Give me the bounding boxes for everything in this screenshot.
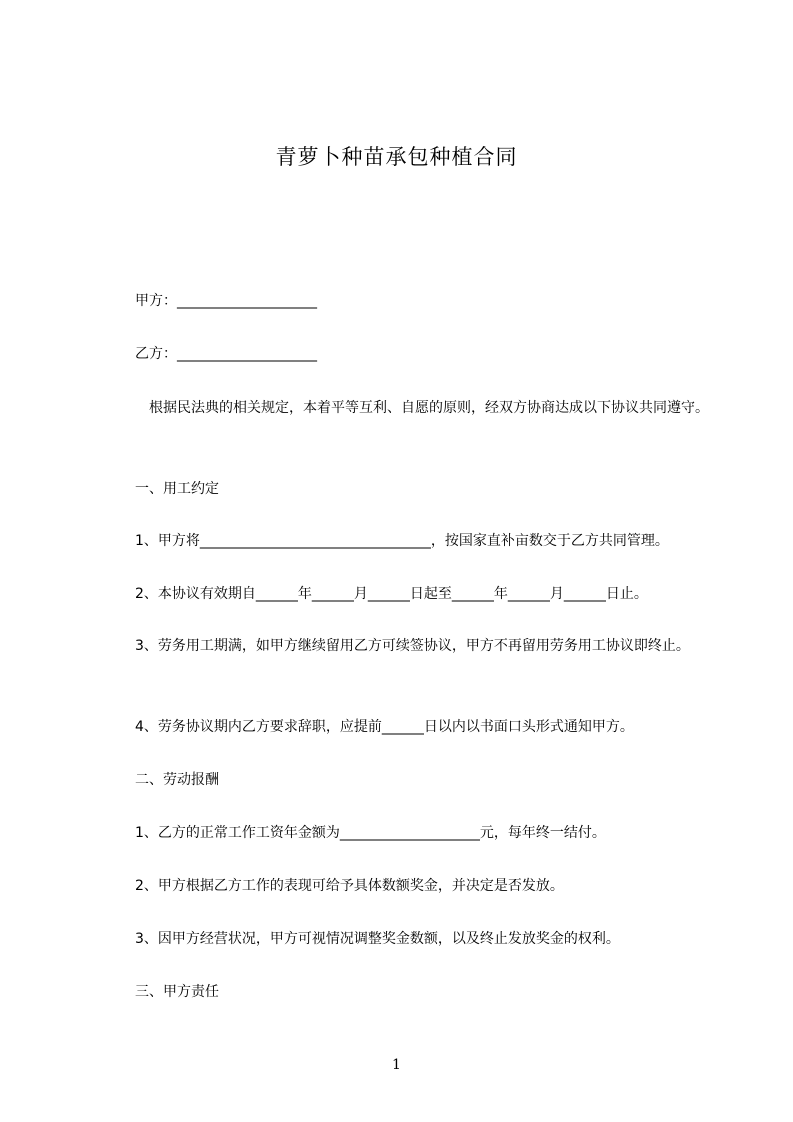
section-heading-1: 一、用工约定 bbox=[135, 481, 219, 497]
section-heading-2: 二、劳动报酬 bbox=[135, 772, 219, 788]
party-a-line: 甲方：____________________ bbox=[135, 293, 317, 309]
section1-item-3: 3、劳务用工期满，如甲方继续留用乙方可续签协议，甲方不再留用劳务用工协议即终止。 bbox=[135, 638, 690, 654]
page-number: 1 bbox=[392, 1057, 401, 1073]
intro-paragraph: 根据民法典的相关规定，本着平等互利、自愿的原则，经双方协商达成以下协议共同遵守。 bbox=[135, 400, 709, 416]
section2-item-3: 3、因甲方经营状况，甲方可视情况调整奖金数额，以及终止发放奖金的权利。 bbox=[135, 931, 620, 947]
section2-item-1: 1、乙方的正常工作工资年金额为____________________元，每年终一结付。 bbox=[135, 825, 606, 841]
section1-item-1: 1、甲方将_________________________________，按国家直补亩数交于乙方共同管理。 bbox=[135, 533, 669, 549]
party-b-line: 乙方：____________________ bbox=[135, 346, 317, 362]
page-title: 青萝卜种苗承包种植合同 bbox=[275, 145, 518, 169]
section2-item-2: 2、甲方根据乙方工作的表现可给予具体数额奖金，并决定是否发放。 bbox=[135, 878, 564, 894]
section-heading-3: 三、甲方责任 bbox=[135, 984, 219, 1000]
section1-item-2: 2、本协议有效期自______年______月______日起至______年______月______日止。 bbox=[135, 586, 648, 602]
section1-item-4: 4、劳务协议期内乙方要求辞职，应提前______日以内以书面口头形式通知甲方。 bbox=[135, 719, 634, 735]
